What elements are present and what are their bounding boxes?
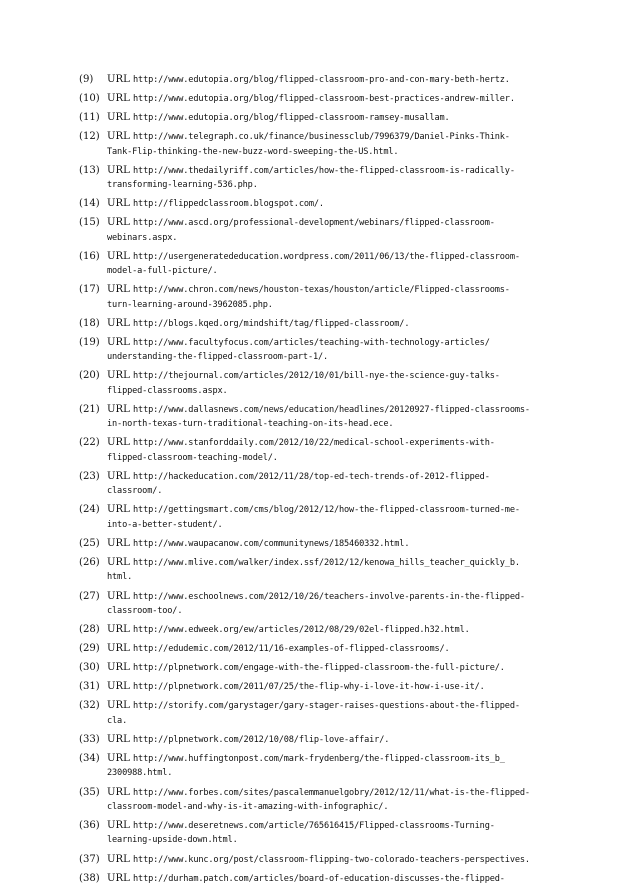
reference-url[interactable]: html.: [107, 572, 133, 583]
reference-number: (11): [79, 112, 100, 124]
reference-line: [107, 451, 565, 465]
reference-line: [107, 833, 565, 847]
url-label: URL: [107, 470, 130, 482]
reference-number: (33): [79, 733, 100, 745]
reference-item: [79, 317, 565, 331]
reference-url[interactable]: in-north-texas-turn-traditional-teaching-on-its-head.ece.: [107, 419, 394, 430]
url-label: URL: [107, 681, 130, 693]
reference-item: [79, 403, 565, 432]
reference-number: (37): [79, 853, 100, 865]
url-label: URL: [107, 853, 130, 865]
reference-line: [107, 145, 565, 159]
reference-url[interactable]: learning-upside-down.html.: [107, 835, 238, 846]
reference-number: (35): [79, 786, 100, 798]
reference-url[interactable]: http://www.deseretnews.com/article/765616415/Flipped-classrooms-Turning-: [133, 821, 495, 832]
reference-url[interactable]: http://www.eschoolnews.com/2012/10/26/teachers-involve-parents-in-the-flipped-: [133, 591, 525, 602]
reference-item: [79, 537, 565, 551]
reference-url[interactable]: http://www.waupacanow.com/communitynews/185460332.html.: [133, 538, 410, 549]
reference-line: [107, 384, 565, 398]
reference-url[interactable]: model-a-full-picture/.: [107, 266, 218, 277]
reference-number: (17): [79, 284, 100, 296]
url-label: URL: [107, 74, 130, 85]
reference-url[interactable]: http://blogs.kqed.org/mindshift/tag/flipped-classroom/.: [133, 318, 410, 329]
reference-line: [107, 264, 565, 278]
url-label: URL: [107, 872, 130, 884]
reference-number: (13): [79, 164, 100, 176]
reference-url[interactable]: http://www.edutopia.org/blog/flipped-classroom-best-practices-andrew-miller.: [133, 94, 515, 105]
reference-item: [79, 503, 565, 532]
reference-line: [107, 714, 565, 728]
url-label: URL: [107, 112, 130, 124]
reference-line: [107, 642, 565, 656]
reference-number: (24): [79, 504, 100, 516]
url-label: URL: [107, 437, 130, 449]
reference-number: (21): [79, 403, 100, 415]
reference-line: [107, 853, 565, 867]
reference-url[interactable]: classroom-model-and-why-is-it-amazing-with-infographic/.: [107, 801, 389, 812]
reference-url[interactable]: understanding-the-flipped-classroom-part-1/.: [107, 352, 329, 363]
reference-item: [79, 752, 565, 781]
url-label: URL: [107, 624, 130, 636]
reference-item: [79, 73, 565, 87]
reference-line: [107, 216, 565, 230]
url-label: URL: [107, 317, 130, 329]
reference-line: [107, 73, 565, 87]
reference-line: [107, 231, 565, 245]
reference-line: [107, 661, 565, 675]
url-label: URL: [107, 250, 130, 262]
reference-url[interactable]: flipped-classrooms.aspx.: [107, 385, 228, 396]
reference-number: (15): [79, 217, 100, 229]
reference-url[interactable]: http://thejournal.com/articles/2012/10/01/bill-nye-the-science-guy-talks-: [133, 371, 500, 382]
url-label: URL: [107, 786, 130, 798]
reference-url[interactable]: http://www.facultyfocus.com/articles/teaching-with-technology-articles/: [133, 337, 490, 348]
url-label: URL: [107, 733, 130, 745]
reference-url[interactable]: http://www.mlive.com/walker/index.ssf/2012/12/kenowa_hills_teacher_quickly_b.: [133, 558, 520, 569]
reference-number: (16): [79, 250, 100, 262]
reference-url[interactable]: transforming-learning-536.php.: [107, 180, 258, 191]
reference-url[interactable]: http://storify.com/garystager/gary-stager-raises-questions-about-the-flipped-: [133, 701, 520, 712]
reference-url[interactable]: http://www.dallasnews.com/news/education/headlines/20120927-flipped-classrooms-: [133, 404, 530, 415]
url-label: URL: [107, 557, 130, 569]
reference-url[interactable]: cla.: [107, 715, 128, 726]
reference-number: (26): [79, 557, 100, 569]
reference-number: (18): [79, 317, 100, 329]
reference-line: [107, 623, 565, 637]
url-label: URL: [107, 403, 130, 415]
reference-line: [107, 350, 565, 364]
reference-line: [107, 417, 565, 431]
reference-line: [107, 283, 565, 297]
reference-line: [107, 336, 565, 350]
reference-url[interactable]: http://plpnetwork.com/2012/10/08/flip-love-affair/.: [133, 734, 390, 745]
reference-url[interactable]: classroom/.: [107, 486, 163, 497]
reference-line: [107, 733, 565, 747]
reference-url[interactable]: http://usergeneratededucation.wordpress.com/2011/06/13/the-flipped-classroom-: [133, 251, 520, 262]
reference-item: [79, 819, 565, 848]
reference-number: (10): [79, 93, 100, 105]
reference-item: [79, 111, 565, 125]
reference-line: [107, 178, 565, 192]
reference-line: [107, 250, 565, 264]
url-label: URL: [107, 217, 130, 229]
reference-number: (22): [79, 437, 100, 449]
reference-url[interactable]: http://gettingsmart.com/cms/blog/2012/12/how-the-flipped-classroom-turned-me-: [133, 505, 520, 516]
reference-item: [79, 250, 565, 279]
reference-number: (23): [79, 470, 100, 482]
reference-item: [79, 733, 565, 747]
reference-number: (27): [79, 590, 100, 602]
reference-url[interactable]: http://www.thedailyriff.com/articles/how-the-flipped-classroom-is-radically-: [133, 165, 515, 176]
reference-item: [79, 216, 565, 245]
reference-item: [79, 336, 565, 365]
reference-item: [79, 130, 565, 159]
url-label: URL: [107, 700, 130, 712]
reference-line: [107, 298, 565, 312]
reference-number: (25): [79, 537, 100, 549]
reference-number: (36): [79, 820, 100, 832]
reference-url[interactable]: http://hackeducation.com/2012/11/28/top-ed-tech-trends-of-2012-flipped-: [133, 471, 490, 482]
reference-number: (34): [79, 753, 100, 765]
reference-item: [79, 92, 565, 106]
url-label: URL: [107, 643, 130, 655]
reference-line: [107, 403, 565, 417]
reference-item: [79, 369, 565, 398]
reference-item: [79, 661, 565, 675]
reference-line: [107, 503, 565, 517]
url-label: URL: [107, 537, 130, 549]
reference-line: [107, 570, 565, 584]
reference-url[interactable]: turn-learning-around-3962085.php.: [107, 299, 273, 310]
reference-line: [107, 197, 565, 211]
url-label: URL: [107, 164, 130, 176]
reference-url[interactable]: http://plpnetwork.com/2011/07/25/the-flip-why-i-love-it-how-i-use-it/.: [133, 682, 485, 693]
reference-url[interactable]: http://flippedclassroom.blogspot.com/.: [133, 199, 324, 210]
reference-line: [107, 766, 565, 780]
reference-line: [107, 317, 565, 331]
url-label: URL: [107, 93, 130, 105]
reference-line: [107, 518, 565, 532]
reference-url[interactable]: http://www.edutopia.org/blog/flipped-classroom-ramsey-musallam.: [133, 113, 450, 124]
reference-url[interactable]: http://www.forbes.com/sites/pascalemmanuelgobry/2012/12/11/what-is-the-flipped-: [133, 787, 530, 798]
reference-line: [107, 484, 565, 498]
url-label: URL: [107, 504, 130, 516]
reference-number: (38): [79, 872, 100, 884]
url-label: URL: [107, 820, 130, 832]
reference-item: [79, 556, 565, 585]
reference-line: [107, 130, 565, 144]
reference-number: (9): [79, 74, 94, 85]
reference-line: [107, 369, 565, 383]
reference-url[interactable]: http://plpnetwork.com/engage-with-the-flipped-classroom-the-full-picture/.: [133, 663, 505, 674]
reference-url[interactable]: 2300988.html.: [107, 768, 173, 779]
reference-url[interactable]: http://www.chron.com/news/houston-texas/houston/article/Flipped-classrooms-: [133, 285, 510, 296]
reference-item: [79, 436, 565, 465]
reference-item: [79, 853, 565, 867]
reference-item: [79, 283, 565, 312]
reference-number: (31): [79, 681, 100, 693]
reference-line: [107, 164, 565, 178]
reference-item: [79, 623, 565, 637]
reference-line: [107, 470, 565, 484]
reference-url[interactable]: webinars.aspx.: [107, 232, 178, 243]
reference-line: [107, 604, 565, 618]
url-label: URL: [107, 198, 130, 210]
reference-line: [107, 680, 565, 694]
reference-item: [79, 786, 565, 815]
reference-url[interactable]: http://durham.patch.com/articles/board-of-education-discusses-the-flipped-: [133, 873, 505, 884]
reference-item: [79, 590, 565, 619]
reference-url[interactable]: http://www.stanforddaily.com/2012/10/22/medical-school-experiments-with-: [133, 438, 495, 449]
reference-url[interactable]: flipped-classroom-teaching-model/.: [107, 452, 278, 463]
reference-url[interactable]: http://www.kunc.org/post/classroom-flipping-two-colorado-teachers-perspectives.: [133, 854, 530, 865]
reference-url[interactable]: Tank-Flip-thinking-the-new-buzz-word-sweeping-the-US.html.: [107, 146, 399, 157]
reference-number: (32): [79, 700, 100, 712]
reference-number: (20): [79, 370, 100, 382]
reference-url[interactable]: http://www.huffingtonpost.com/mark-frydenberg/the-flipped-classroom-its_b_: [133, 754, 505, 765]
reference-url[interactable]: http://www.telegraph.co.uk/finance/businessclub/7996379/Daniel-Pinks-Think-: [133, 132, 510, 143]
reference-item: [79, 872, 565, 886]
reference-item: [79, 699, 565, 728]
reference-line: [107, 752, 565, 766]
url-label: URL: [107, 131, 130, 143]
url-label: URL: [107, 284, 130, 296]
reference-number: (14): [79, 198, 100, 210]
reference-number: (30): [79, 662, 100, 674]
reference-url[interactable]: http://edudemic.com/2012/11/16-examples-of-flipped-classrooms/.: [133, 644, 450, 655]
reference-url[interactable]: http://www.edutopia.org/blog/flipped-classroom-pro-and-con-mary-beth-hertz.: [133, 75, 510, 85]
reference-item: [79, 470, 565, 499]
reference-number: (28): [79, 624, 100, 636]
reference-line: [107, 786, 565, 800]
url-label: URL: [107, 370, 130, 382]
reference-line: [107, 556, 565, 570]
url-label: URL: [107, 590, 130, 602]
reference-item: [79, 680, 565, 694]
reference-item: [79, 197, 565, 211]
reference-line: [107, 819, 565, 833]
reference-url[interactable]: classroom-too/.: [107, 605, 183, 616]
reference-number: (29): [79, 643, 100, 655]
reference-number: (19): [79, 336, 100, 348]
reference-line: [107, 872, 565, 886]
reference-list: [79, 73, 565, 891]
reference-line: [107, 537, 565, 551]
url-label: URL: [107, 753, 130, 765]
reference-line: [107, 699, 565, 713]
reference-line: [107, 92, 565, 106]
reference-line: [107, 590, 565, 604]
reference-url[interactable]: http://www.ascd.org/professional-development/webinars/flipped-classroom-: [133, 218, 495, 229]
reference-line: [107, 436, 565, 450]
url-label: URL: [107, 662, 130, 674]
reference-item: [79, 164, 565, 193]
reference-line: [107, 800, 565, 814]
reference-line: [107, 111, 565, 125]
reference-url[interactable]: into-a-better-student/.: [107, 519, 223, 530]
reference-url[interactable]: http://www.edweek.org/ew/articles/2012/08/29/02el-flipped.h32.html.: [133, 625, 470, 636]
url-label: URL: [107, 336, 130, 348]
reference-number: (12): [79, 131, 100, 143]
reference-item: [79, 642, 565, 656]
